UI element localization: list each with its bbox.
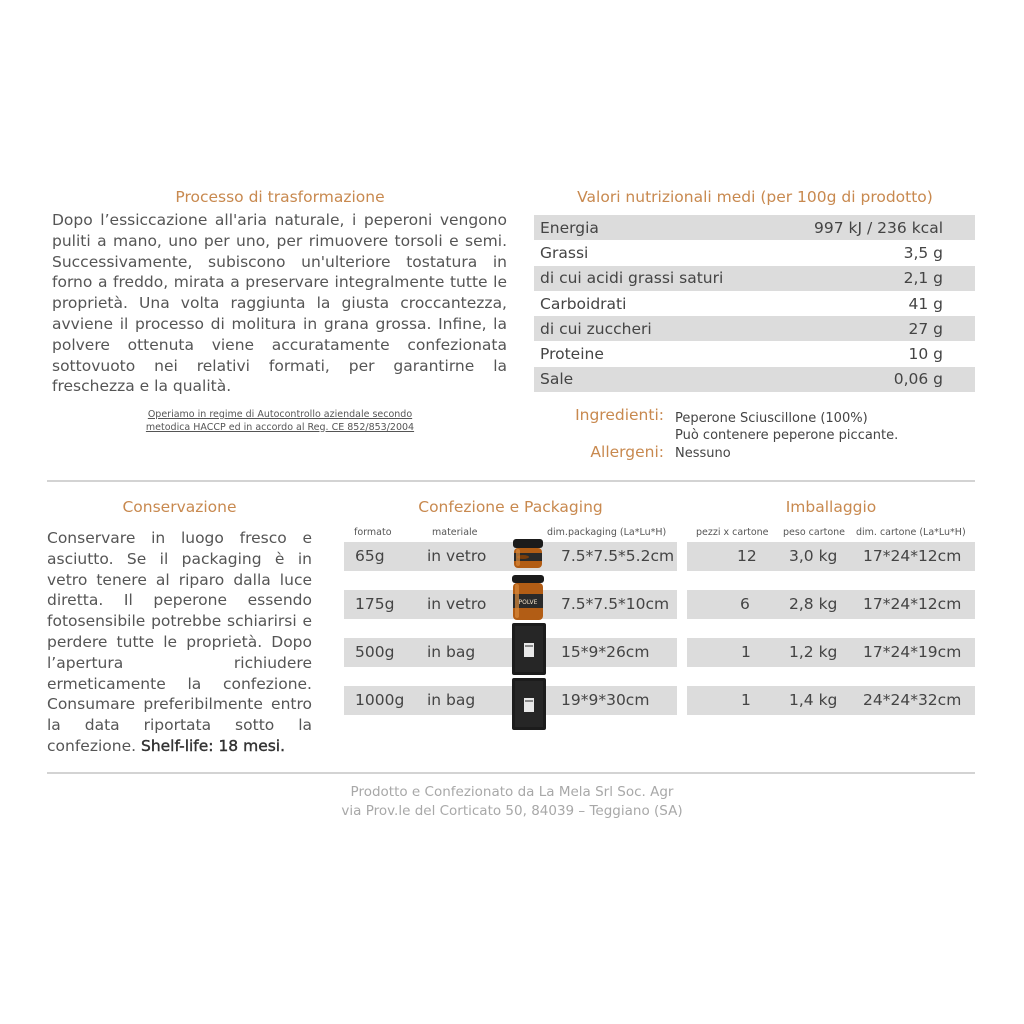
header-peso: peso cartone (783, 527, 846, 538)
materiale-cell: in bag (427, 691, 476, 709)
nutrition-row (534, 240, 975, 265)
nutrition-label: Grassi (540, 243, 589, 262)
dim-cartone-cell: 24*24*32cm (863, 691, 962, 709)
nutrition-value: 41 g (908, 294, 943, 313)
confezione-title: Confezione e Packaging (418, 498, 603, 516)
ingredienti-line1: Peperone Sciuscillone (100%) (675, 411, 868, 426)
footer (0, 783, 1024, 821)
small-jar-icon (511, 538, 545, 570)
peso-cell: 2,8 kg (789, 595, 838, 613)
shelf-life: Shelf-life: 18 mesi. (140, 736, 286, 755)
formato-cell: 500g (355, 643, 395, 661)
dim-cartone-cell: 17*24*12cm (863, 547, 962, 565)
ingredienti-value (675, 410, 898, 444)
nutrition-value: 997 kJ / 236 kcal (814, 218, 943, 237)
tall-jar-icon (510, 574, 546, 622)
nutrition-row (534, 367, 975, 392)
conservazione-text (47, 528, 312, 757)
allergeni-value: Nessuno (675, 446, 731, 461)
nutrition-value: 0,06 g (893, 370, 943, 389)
nutrition-table (534, 215, 975, 392)
pezzi-cell: 1 (741, 643, 751, 661)
allergeni-label: Allergeni: (590, 443, 664, 461)
nutrition-label: di cui acidi grassi saturi (540, 269, 724, 288)
nutrition-row (534, 341, 975, 366)
haccp-note (110, 409, 450, 434)
materiale-cell: in vetro (427, 595, 487, 613)
conservazione-body: Conservare in luogo fresco e asciutto. Se il packaging è in vetro tenere al riparo dalla luce diretta. Il peperone essendo fotosensibile potrebbe schiarirsi e perdere tutte le proprietà. Dopo l’apertura richiudere ermeticamente la confezione. Consumare preferibilmente entro la data riportata sotto la confezione. (47, 529, 312, 755)
nutrition-value: 2,1 g (903, 269, 943, 288)
nutrition-row (534, 316, 975, 341)
footer-divider (47, 772, 975, 774)
pezzi-cell: 12 (737, 547, 757, 565)
formato-cell: 175g (355, 595, 395, 613)
header-materiale: materiale (432, 527, 478, 538)
materiale-cell: in vetro (427, 547, 487, 565)
dim-cell: 7.5*7.5*5.2cm (561, 547, 675, 565)
imballaggio-row (687, 686, 975, 715)
imballaggio-row (687, 638, 975, 667)
imballaggio-row (687, 590, 975, 619)
nutrition-row (534, 215, 975, 240)
imballaggio-title: Imballaggio (785, 498, 877, 516)
processo-text: Dopo l’essiccazione all'aria naturale, i peperoni vengono puliti a mano, uno per uno, per rimuovere torsoli e semi. Successivamente, subiscono un'ulteriore tostatura in forno a freddo, mirata a preservare integralmente tutte le proprietà. Una volta raggiunta la giusta croccantezza, avviene il processo di molitura in grana grossa. Infine, la polvere ottenuta viene accuratamente confezionata sottovuoto nei relativi formati, per garantirne la freschezza e la qualità. (52, 211, 507, 396)
nutrition-row (534, 291, 975, 316)
imballaggio-row (687, 542, 975, 571)
conservazione-title: Conservazione (122, 498, 237, 516)
nutrizionali-title: Valori nutrizionali medi (per 100g di prodotto) (577, 188, 933, 206)
jar-label: POLVE (518, 599, 538, 606)
ingredienti-label: Ingredienti: (575, 406, 664, 424)
dim-cell: 15*9*26cm (561, 643, 650, 661)
nutrition-label: Carboidrati (540, 294, 627, 313)
haccp-note-line1: Operiamo in regime di Autocontrollo aziendale secondo (147, 409, 413, 420)
dim-cartone-cell: 17*24*12cm (863, 595, 962, 613)
formato-cell: 65g (355, 547, 385, 565)
header-dim-packaging: dim.packaging (La*Lu*H) (547, 527, 667, 538)
nutrition-value: 3,5 g (903, 243, 943, 262)
nutrition-value: 10 g (908, 345, 943, 364)
nutrition-label: Proteine (540, 345, 604, 364)
peso-cell: 1,2 kg (789, 643, 838, 661)
nutrition-label: di cui zuccheri (540, 319, 652, 338)
ingredienti-line2: Può contenere peperone piccante. (675, 428, 899, 443)
pezzi-cell: 6 (740, 595, 750, 613)
header-pezzi: pezzi x cartone (696, 527, 769, 538)
section-divider (47, 480, 975, 482)
dim-cell: 7.5*7.5*10cm (561, 595, 670, 613)
nutrition-value: 27 g (908, 319, 943, 338)
formato-cell: 1000g (355, 691, 405, 709)
pezzi-cell: 1 (741, 691, 751, 709)
processo-title: Processo di trasformazione (175, 188, 385, 206)
nutrition-label: Energia (540, 218, 599, 237)
nutrition-row (534, 266, 975, 291)
header-dim-cartone: dim. cartone (La*Lu*H) (856, 527, 966, 538)
peso-cell: 1,4 kg (789, 691, 838, 709)
packaging-row (344, 638, 677, 667)
haccp-note-line2: metodica HACCP ed in accordo al Reg. CE 852/853/2004 (145, 421, 415, 433)
peso-cell: 3,0 kg (789, 547, 838, 565)
footer-line2: via Prov.le del Corticato 50, 84039 – Teggiano (SA) (341, 803, 683, 819)
bag-icon (512, 623, 546, 675)
bag-icon (512, 678, 546, 730)
packaging-row (344, 686, 677, 715)
nutrition-label: Sale (540, 370, 574, 389)
dim-cell: 19*9*30cm (561, 691, 650, 709)
dim-cartone-cell: 17*24*19cm (863, 643, 962, 661)
materiale-cell: in bag (427, 643, 476, 661)
header-formato: formato (354, 527, 392, 538)
footer-line1: Prodotto e Confezionato da La Mela Srl Soc. Agr (350, 784, 674, 800)
